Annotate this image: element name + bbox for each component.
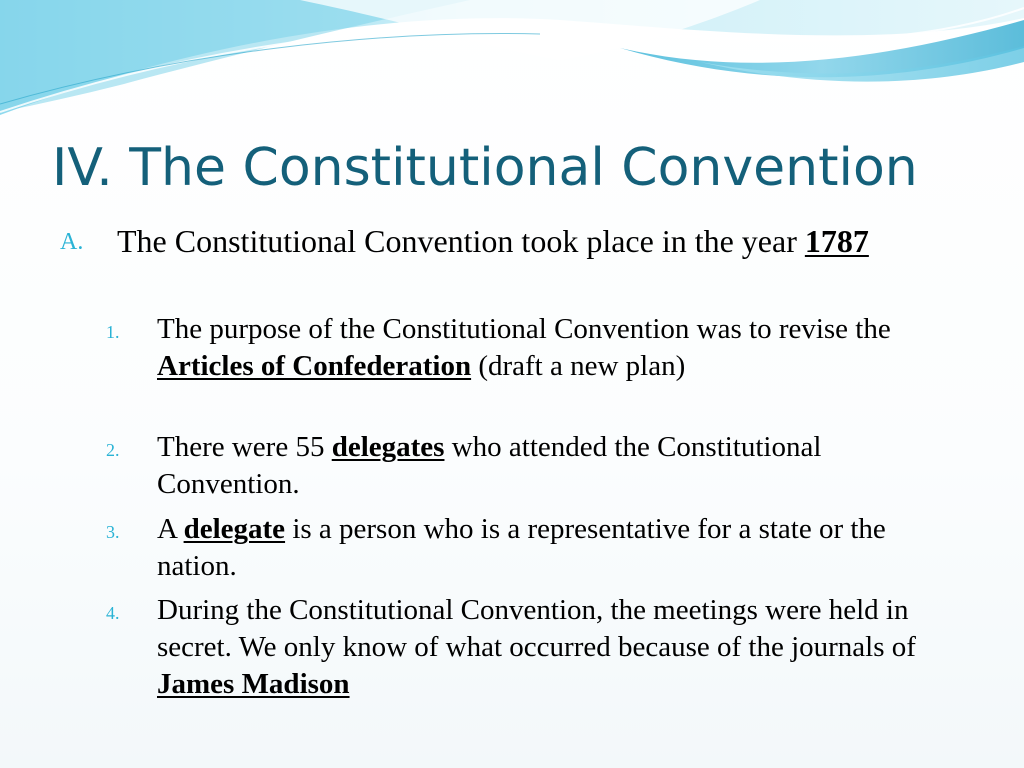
subpoint-3-text-after: is a person who is a representative for a state or the nation. — [157, 513, 886, 582]
subpoint-1-text-after: (draft a new plan) — [471, 350, 686, 382]
subpoint-3-marker: 3. — [106, 522, 120, 542]
subpoint-2-text-before: There were 55 — [157, 431, 332, 463]
subpoint-1-emphasis: Articles of Confederation — [157, 350, 472, 382]
subpoint-4-text-before: During the Constitutional Convention, the meetings were held in secret. We only know of what occurred because of the journals of — [157, 594, 916, 663]
point-a-text — [117, 222, 977, 261]
subpoint-2-emphasis: delegates — [331, 431, 445, 463]
subpoint-4-emphasis: James Madison — [157, 668, 350, 700]
point-a-text-before: The Constitutional Convention took place in the year — [117, 223, 805, 259]
subpoint-2-text — [157, 429, 957, 503]
subpoint-2-marker: 2. — [106, 440, 120, 460]
subpoint-3-text — [157, 511, 957, 585]
slide-title: IV. The Constitutional Convention — [52, 138, 918, 198]
subpoint-1-text-before: The purpose of the Constitutional Convention was to revise the — [157, 313, 891, 345]
point-a-marker: A. — [60, 229, 84, 255]
point-a-emphasis: 1787 — [804, 223, 869, 259]
subpoint-2-text-after: who attended the Constitutional Convention. — [157, 431, 822, 500]
subpoint-3-text-before: A — [157, 513, 184, 545]
subpoint-4-marker: 4. — [106, 603, 120, 623]
subpoint-4-text — [157, 592, 957, 703]
subpoint-1-marker: 1. — [106, 322, 120, 342]
subpoint-3-emphasis: delegate — [183, 513, 286, 545]
subpoint-1-text — [157, 311, 957, 385]
